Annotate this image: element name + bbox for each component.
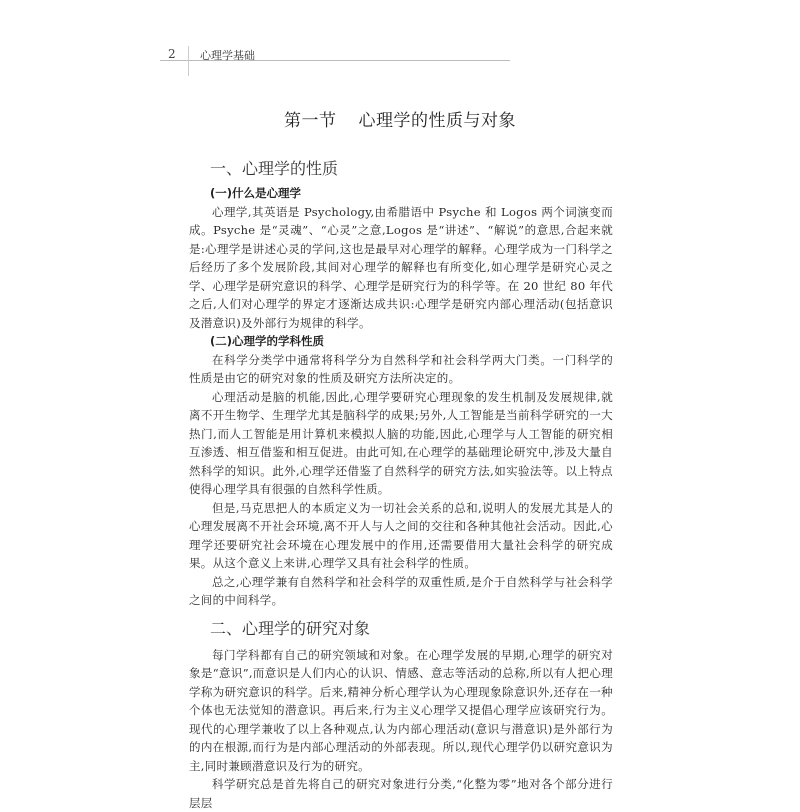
- section-heading: 一、心理学的性质: [210, 159, 339, 178]
- chapter-label: 第一节: [284, 111, 337, 131]
- section-heading: 二、心理学的研究对象: [210, 618, 371, 638]
- paragraph: 在科学分类学中通常将科学分为自然科学和社会科学两大门类。一门科学的性质是由它的研究对象的性质及研究方法所决定的。: [189, 352, 613, 385]
- paragraph: 总之,心理学兼有自然科学和社会科学的双重性质,是介于自然科学与社会科学之间的中间科学。: [189, 574, 613, 607]
- page-body: [189, 158, 613, 812]
- paragraph: 心理活动是脑的机能,因此,心理学要研究心理现象的发生机制及发展规律,就离不开生物学、生理学尤其是脑科学的成果;另外,人工智能是当前科学研究的一大热门,而人工智能是用计算机来模拟人脑的功能,因此,心理学与人工智能的研究相互渗透、相互借鉴和相互促进。由此可知,在心理学的基础理论研究中,涉及大量自然科学的知识。此外,心理学还借鉴了自然科学的研究方法,如实验法等。以上特点使得心理学具有很强的自然科学性质。: [189, 389, 613, 496]
- running-head: 心理学基础: [200, 49, 255, 62]
- subsection-heading: (一)什么是心理学: [210, 186, 302, 200]
- chapter-title-text: 心理学的性质与对象: [358, 111, 516, 131]
- chapter-title: [0, 106, 800, 131]
- subsection-heading: (二)心理学的学科性质: [210, 334, 325, 348]
- paragraph: 科学研究总是首先将自己的研究对象进行分类,“化整为零”地对各个部分进行层层: [189, 777, 613, 810]
- page-number: 2: [168, 47, 176, 61]
- header-divider: [188, 46, 189, 76]
- paragraph: 每门学科都有自己的研究领域和对象。在心理学发展的早期,心理学的研究对象是“意识”,而意识是人们内心的认识、情感、意志等活动的总称,所以有人把心理学称为研究意识的科学。后来,精神分析心理学认为心理现象除意识外,还存在一种个体也无法觉知的潜意识。再后来,行为主义心理学又提倡心理学应该研究行为。现代的心理学兼收了以上各种观点,认为内部心理活动(意识与潜意识)是外部行为的内在根源,而行为是内部心理活动的外部表现。所以,现代心理学仍以研究意识为主,同时兼顾潜意识及行为的研究。: [189, 647, 613, 773]
- paragraph: 心理学,其英语是 Psychology,由希腊语中 Psyche 和 Logos 两个词演变而成。Psyche 是“灵魂”、“心灵”之意,Logos 是“讲述”、“解说”的意思,合起来就是:心理学是讲述心灵的学问,这也是最早对心理学的解释。心理学成为一门科学之后经历了多个发展阶段,其间对心理学的解释也有所变化,如心理学是研究心灵之学、心理学是研究意识的科学、心理学是研究行为的科学等。在 20 世纪 80 年代之后,人们对心理学的界定才逐渐达成共识:心理学是研究内部心理活动(包括意识及潜意识)及外部行为规律的科学。: [189, 204, 613, 330]
- paragraph: 但是,马克思把人的本质定义为一切社会关系的总和,说明人的发展尤其是人的心理发展离不开社会环境,离不开人与人之间的交往和各种其他社会活动。因此,心理学还要研究社会环境在心理发展中的作用,还需要借用大量社会科学的研究成果。从这个意义上来讲,心理学又具有社会科学的性质。: [189, 500, 613, 570]
